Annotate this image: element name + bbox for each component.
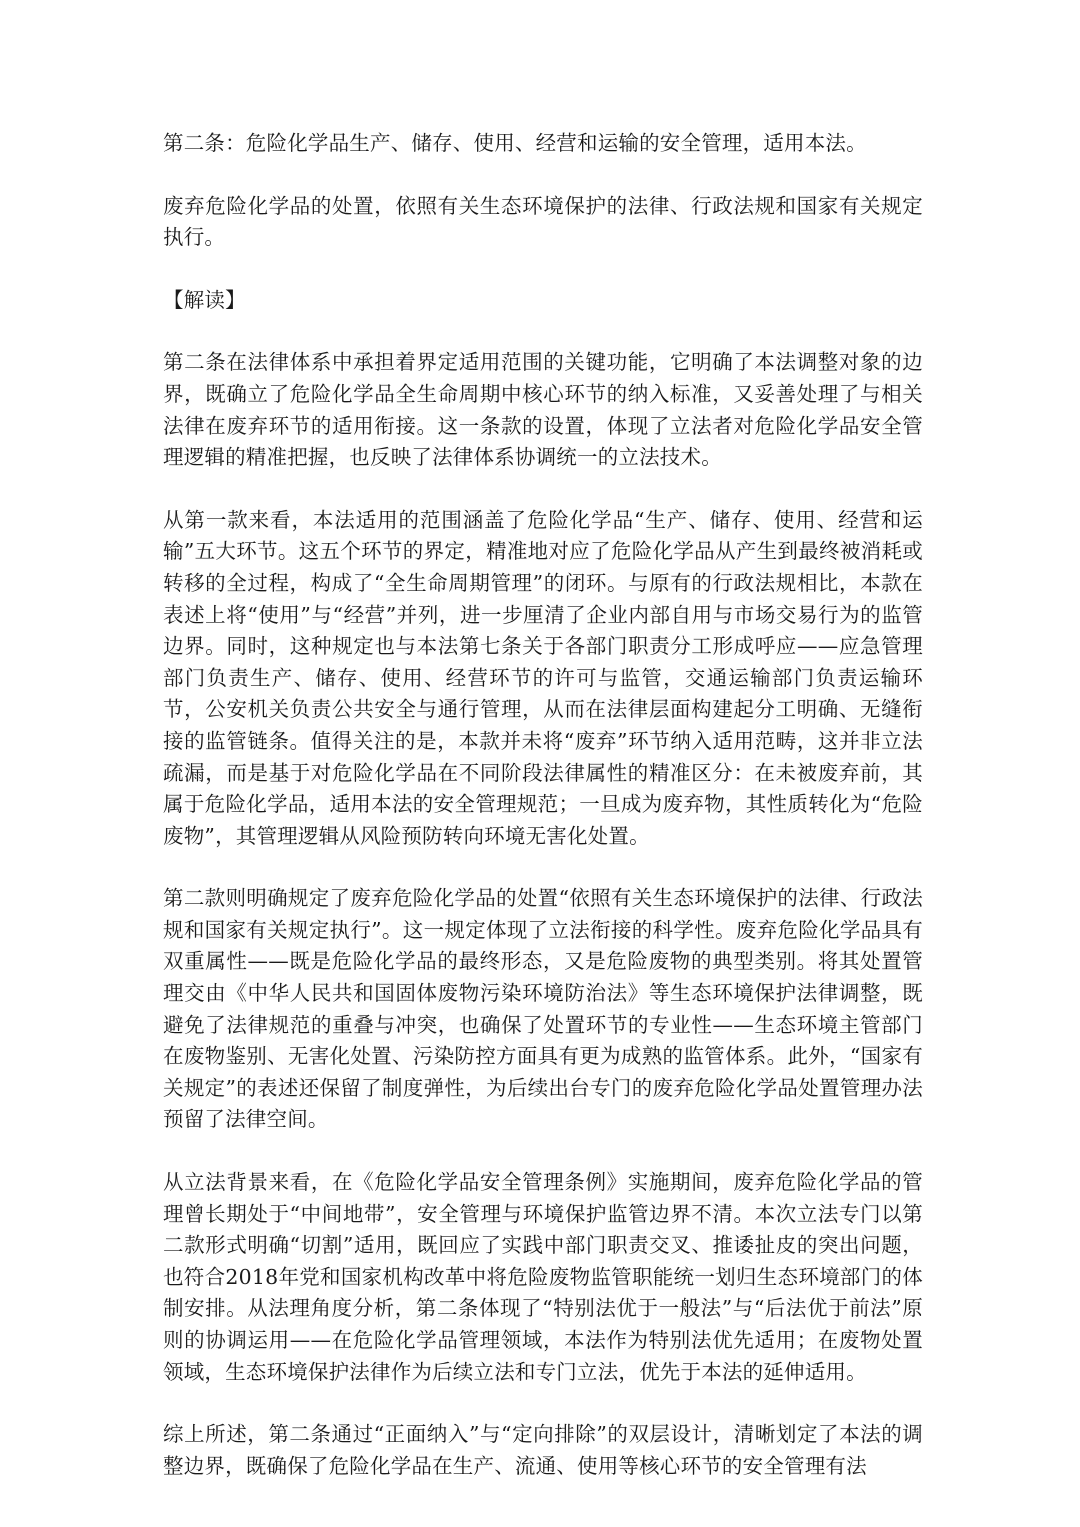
article-2-paragraph-2: 废弃危险化学品的处置，依照有关生态环境保护的法律、行政法规和国家有关规定执行。 bbox=[163, 193, 923, 250]
article-2-text: 第二条：危险化学品生产、储存、使用、经营和运输的安全管理，适用本法。 bbox=[163, 131, 867, 155]
interpretation-intro: 第二条在法律体系中承担着界定适用范围的关键功能，它明确了本法调整对象的边界，既确立了危险化学品全生命周期中核心环节的纳入标准，又妥善处理了与相关法律在废弃环节的适用衔接。这一条款的设置，体现了立法者对危险化学品安全管理逻辑的精准把握，也反映了法律体系协调统一的立法技术。 bbox=[163, 350, 923, 470]
interpretation-background: 从立法背景来看，在《危险化学品安全管理条例》实施期间，废弃危险化学品的管理曾长期处于“中间地带”，安全管理与环境保护监管边界不清。本次立法专门以第二款形式明确“切割”适用，既回应了实践中部门职责交叉、推诿扯皮的突出问题，也符合2018年党和国家机构改革中将危险废物监管职能统一划归生态环境部门的体制安排。从法理角度分析，第二条体现了“特别法优于一般法”与“后法优于前法”原则的协调运用——在危险化学品管理领域，本法作为特别法优先适用；在废物处置领域，生态环境保护法律作为后续立法和专门立法，优先于本法的延伸适用。 bbox=[163, 1170, 923, 1384]
interpretation-second-clause: 第二款则明确规定了废弃危险化学品的处置“依照有关生态环境保护的法律、行政法规和国家有关规定执行”。这一规定体现了立法衔接的科学性。废弃危险化学品具有双重属性——既是危险化学品的最终形态，又是危险废物的典型类别。将其处置管理交由《中华人民共和国固体废物污染环境防治法》等生态环境保护法律调整，既避免了法律规范的重叠与冲突，也确保了处置环节的专业性——生态环境主管部门在废物鉴别、无害化处置、污染防控方面具有更为成熟的监管体系。此外，“国家有关规定”的表述还保留了制度弹性，为后续出台专门的废弃危险化学品处置管理办法预留了法律空间。 bbox=[163, 886, 923, 1132]
interpretation-summary: 综上所述，第二条通过“正面纳入”与“定向排除”的双层设计，清晰划定了本法的调整边界，既确保了危险化学品在生产、流通、使用等核心环节的安全管理有法 bbox=[163, 1422, 923, 1478]
document-body bbox=[163, 128, 923, 1513]
interpretation-heading: 【解读】 bbox=[163, 287, 246, 312]
interpretation-first-clause: 从第一款来看，本法适用的范围涵盖了危险化学品“生产、储存、使用、经营和运输”五大环节。这五个环节的界定，精准地对应了危险化学品从产生到最终被消耗或转移的全过程，构成了“全生命周期管理”的闭环。与原有的行政法规相比，本款在表述上将“使用”与“经营”并列，进一步厘清了企业内部自用与市场交易行为的监管边界。同时，这种规定也与本法第七条关于各部门职责分工形成呼应——应急管理部门负责生产、储存、使用、经营环节的许可与监管，交通运输部门负责运输环节，公安机关负责公共安全与通行管理，从而在法律层面构建起分工明确、无缝衔接的监管链条。值得关注的是，本款并未将“废弃”环节纳入适用范畴，这并非立法疏漏，而是基于对危险化学品在不同阶段法律属性的精准区分：在未被废弃前，其属于危险化学品，适用本法的安全管理规范；一旦成为废弃物，其性质转化为“危险废物”，其管理逻辑从风险预防转向环境无害化处置。 bbox=[163, 507, 923, 848]
